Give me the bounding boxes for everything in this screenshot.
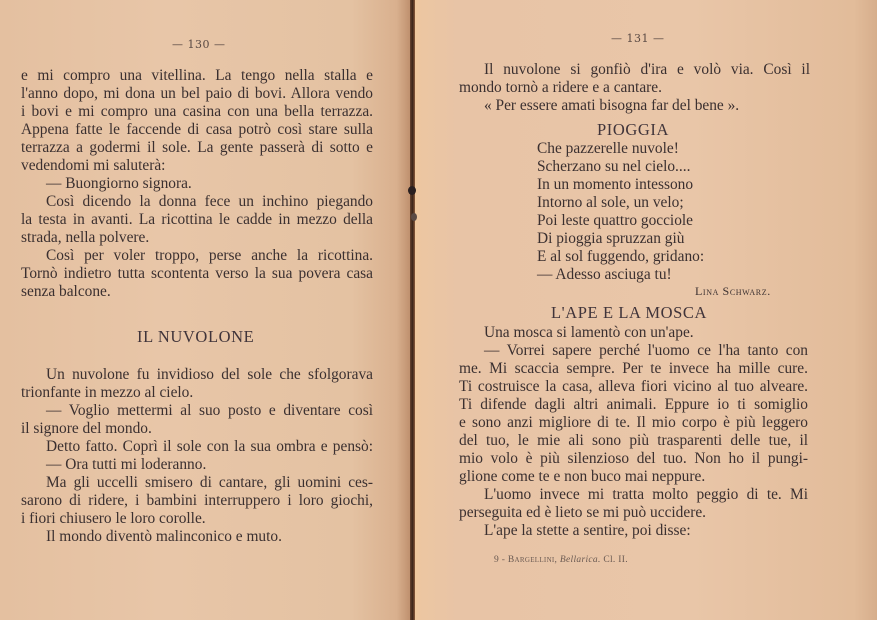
text-line: e mi compro una vitellina. La tengo nella stalla e [21,67,373,84]
text-line: l'anno dopo, mi dona un bel paio di bovi. Allora vendo [21,85,373,102]
text-line: mio volo è più silenzioso del tuo. Non ho il pungi- [459,450,808,467]
poem-line: In un momento intessono [537,176,694,193]
text-line: Così per voler troppo, perse anche la ricottina. [46,247,373,264]
poem-line: Intorno al sole, un velo; [537,194,684,211]
text-line: senza balcone. [21,283,111,300]
book-gutter [410,0,415,620]
text-line: trionfante in mezzo al cielo. [21,384,194,401]
text-line: la testa in avanti. La ricottina le cadde in mezzo della [21,211,373,228]
binding-hole [408,186,416,195]
poem-title: PIOGGIA [597,120,670,139]
poem-line: Che pazzerelle nuvole! [537,140,679,157]
text-line: — Vorrei sapere perché l'uomo ce l'ha tanto con [484,342,808,359]
text-line: L'ape la stette a sentire, poi disse: [484,522,691,539]
binding-hole [411,213,417,221]
text-line: il signore del mondo. [21,420,152,437]
poem-line: Scherzano su nel cielo.... [537,158,691,175]
poem-line: Poi leste quattro gocciole [537,212,694,229]
footer-class: Cl. II. [603,555,628,565]
story-title: IL NUVOLONE [137,327,255,346]
text-line: — Voglio mettermi al suo posto e diventare così [46,402,373,419]
text-line: Una mosca si lamentò con un'ape. [484,324,694,341]
poem-line: E al sol fuggendo, gridano: [537,248,705,265]
page-number: — 131 — [611,32,665,45]
text-line: e sono anzi migliore di te. Il mio corpo è più leggero [459,414,808,431]
poem-author: Lina Schwarz. [695,284,771,298]
text-line: Così dicendo la donna fece un inchino piegando [46,193,373,210]
text-line: me. Mi scaccia sempre. Per te invece ha mille cure. [459,360,808,377]
footer-signature: 9 - [494,555,506,565]
text-line: i bovi e mi compro una casina con una bella terrazza. [21,103,373,120]
text-line: glione come te e non buco mai neppure. [459,468,706,485]
text-line: del tuo, le mie ali sono più trasparenti delle tue, il [459,432,808,449]
footer-author: Bargellini, [507,555,558,565]
text-line: strada, nella polvere. [21,229,150,246]
text-line: vedendomi mi saluterà: [21,157,166,174]
text-line: Ti costruisce la casa, alleva fiori vicino al tuo alveare. [459,378,808,395]
page-footer [494,555,628,565]
text-line: Il nuvolone si gonfiò d'ira e volò via. Così il [484,61,810,78]
text-line: terrazza a godermi il sole. La gente passerà di sotto e [21,139,373,156]
page-number: — 130 — [172,38,226,51]
text-line: sarono di ridere, i bambini interruppero i loro giochi, [21,492,373,509]
story-title: L'APE E LA MOSCA [551,303,708,322]
text-line: Tornò indietro tutta scontenta verso la sua povera casa [21,265,373,282]
text-line: Ma gli uccelli smisero di cantare, gli uomini ces- [46,474,373,491]
text-line: Un nuvolone fu invidioso del sole che sfolgorava [46,366,373,383]
text-line: perseguita ed è lieto se mi può uccidere. [459,504,707,521]
text-line: Ti difende dagli altri animali. Eppure io ti somiglio [459,396,808,413]
text-line: Il mondo diventò malinconico e muto. [46,528,282,545]
text-line: — Buongiorno signora. [46,175,192,192]
text-line: Appena fatte le faccende di casa potrò così stare sulla [21,121,373,138]
text-line: L'uomo invece mi tratta molto peggio di te. Mi [484,486,808,503]
text-line: — Ora tutti mi loderanno. [46,456,207,473]
left-page [0,0,413,620]
text-line: i fiori chiusero le loro corolle. [21,510,206,527]
text-line: mondo tornò a ridere e a cantare. [459,79,662,96]
poem-line: — Adesso asciuga tu! [537,266,672,283]
right-page [413,0,877,620]
footer-book-title: Bellarica. [559,555,601,565]
text-line: « Per essere amati bisogna far del bene ». [484,97,740,114]
text-line: Detto fatto. Coprì il sole con la sua ombra e pensò: [46,438,373,455]
poem-line: Di pioggia spruzzan giù [537,230,685,247]
